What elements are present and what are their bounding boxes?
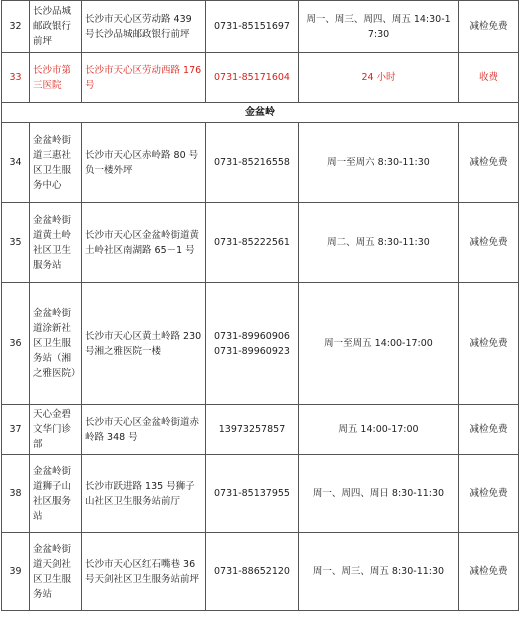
table-row xyxy=(2,283,519,405)
table-row xyxy=(2,533,519,611)
site-address: 长沙市天心区金盆岭街道黄土岭社区南湖路 65－1 号 xyxy=(82,203,206,283)
site-hours: 24 小时 xyxy=(299,53,459,103)
row-number: 37 xyxy=(2,405,30,455)
site-name: 金盆岭街道涂新社区卫生服务站（湘之雅医院） xyxy=(30,283,82,405)
site-phone: 0731-89960906 0731-89960923 xyxy=(206,283,299,405)
site-name: 金盆岭街道狮子山社区服务站 xyxy=(30,455,82,533)
site-fee: 减检免费 xyxy=(459,533,519,611)
site-fee: 减检免费 xyxy=(459,283,519,405)
site-address: 长沙市天心区劳动路 439 号长沙品城邮政银行前坪 xyxy=(82,1,206,53)
row-number: 36 xyxy=(2,283,30,405)
site-name: 金盆岭街道天剑社区卫生服务站 xyxy=(30,533,82,611)
site-address: 长沙市天心区劳动西路 176 号 xyxy=(82,53,206,103)
site-hours: 周一至周六 8:30-11:30 xyxy=(299,123,459,203)
table-row xyxy=(2,203,519,283)
table-row xyxy=(2,1,519,53)
site-name: 天心金碧文华门诊部 xyxy=(30,405,82,455)
site-phone: 0731-85171604 xyxy=(206,53,299,103)
site-address: 长沙市跃进路 135 号狮子山社区卫生服务站前厅 xyxy=(82,455,206,533)
row-number: 39 xyxy=(2,533,30,611)
row-number: 35 xyxy=(2,203,30,283)
site-hours: 周一、周三、周四、周五 14:30-17:30 xyxy=(299,1,459,53)
site-fee: 减检免费 xyxy=(459,123,519,203)
site-hours: 周一至周五 14:00-17:00 xyxy=(299,283,459,405)
testing-sites-table xyxy=(1,0,519,611)
site-name: 长沙品城邮政银行前坪 xyxy=(30,1,82,53)
site-hours: 周二、周五 8:30-11:30 xyxy=(299,203,459,283)
site-fee: 减检免费 xyxy=(459,455,519,533)
table-row xyxy=(2,123,519,203)
site-phone: 0731-88652120 xyxy=(206,533,299,611)
section-title: 金盆岭 xyxy=(2,103,519,123)
site-hours: 周一、周三、周五 8:30-11:30 xyxy=(299,533,459,611)
site-address: 长沙市天心区黄土岭路 230 号湘之雅医院一楼 xyxy=(82,283,206,405)
site-phone: 0731-85222561 xyxy=(206,203,299,283)
site-address: 长沙市天心区红石嘴巷 36 号天剑社区卫生服务站前坪 xyxy=(82,533,206,611)
site-address: 长沙市天心区金盆岭街道赤岭路 348 号 xyxy=(82,405,206,455)
site-fee: 减检免费 xyxy=(459,203,519,283)
site-fee: 收费 xyxy=(459,53,519,103)
site-name: 金盆岭街道三惠社区卫生服务中心 xyxy=(30,123,82,203)
site-fee: 减检免费 xyxy=(459,405,519,455)
site-phone: 13973257857 xyxy=(206,405,299,455)
site-phone: 0731-85151697 xyxy=(206,1,299,53)
row-number: 38 xyxy=(2,455,30,533)
table-row xyxy=(2,53,519,103)
site-phone: 0731-85216558 xyxy=(206,123,299,203)
site-fee: 减检免费 xyxy=(459,1,519,53)
site-phone: 0731-85137955 xyxy=(206,455,299,533)
row-number: 34 xyxy=(2,123,30,203)
site-address: 长沙市天心区赤岭路 80 号负一楼外坪 xyxy=(82,123,206,203)
section-header-row xyxy=(2,103,519,123)
site-name: 金盆岭街道黄土岭社区卫生服务站 xyxy=(30,203,82,283)
table-row xyxy=(2,405,519,455)
site-hours: 周一、周四、周日 8:30-11:30 xyxy=(299,455,459,533)
table-row xyxy=(2,455,519,533)
site-name: 长沙市第三医院 xyxy=(30,53,82,103)
site-hours: 周五 14:00-17:00 xyxy=(299,405,459,455)
row-number: 32 xyxy=(2,1,30,53)
row-number: 33 xyxy=(2,53,30,103)
